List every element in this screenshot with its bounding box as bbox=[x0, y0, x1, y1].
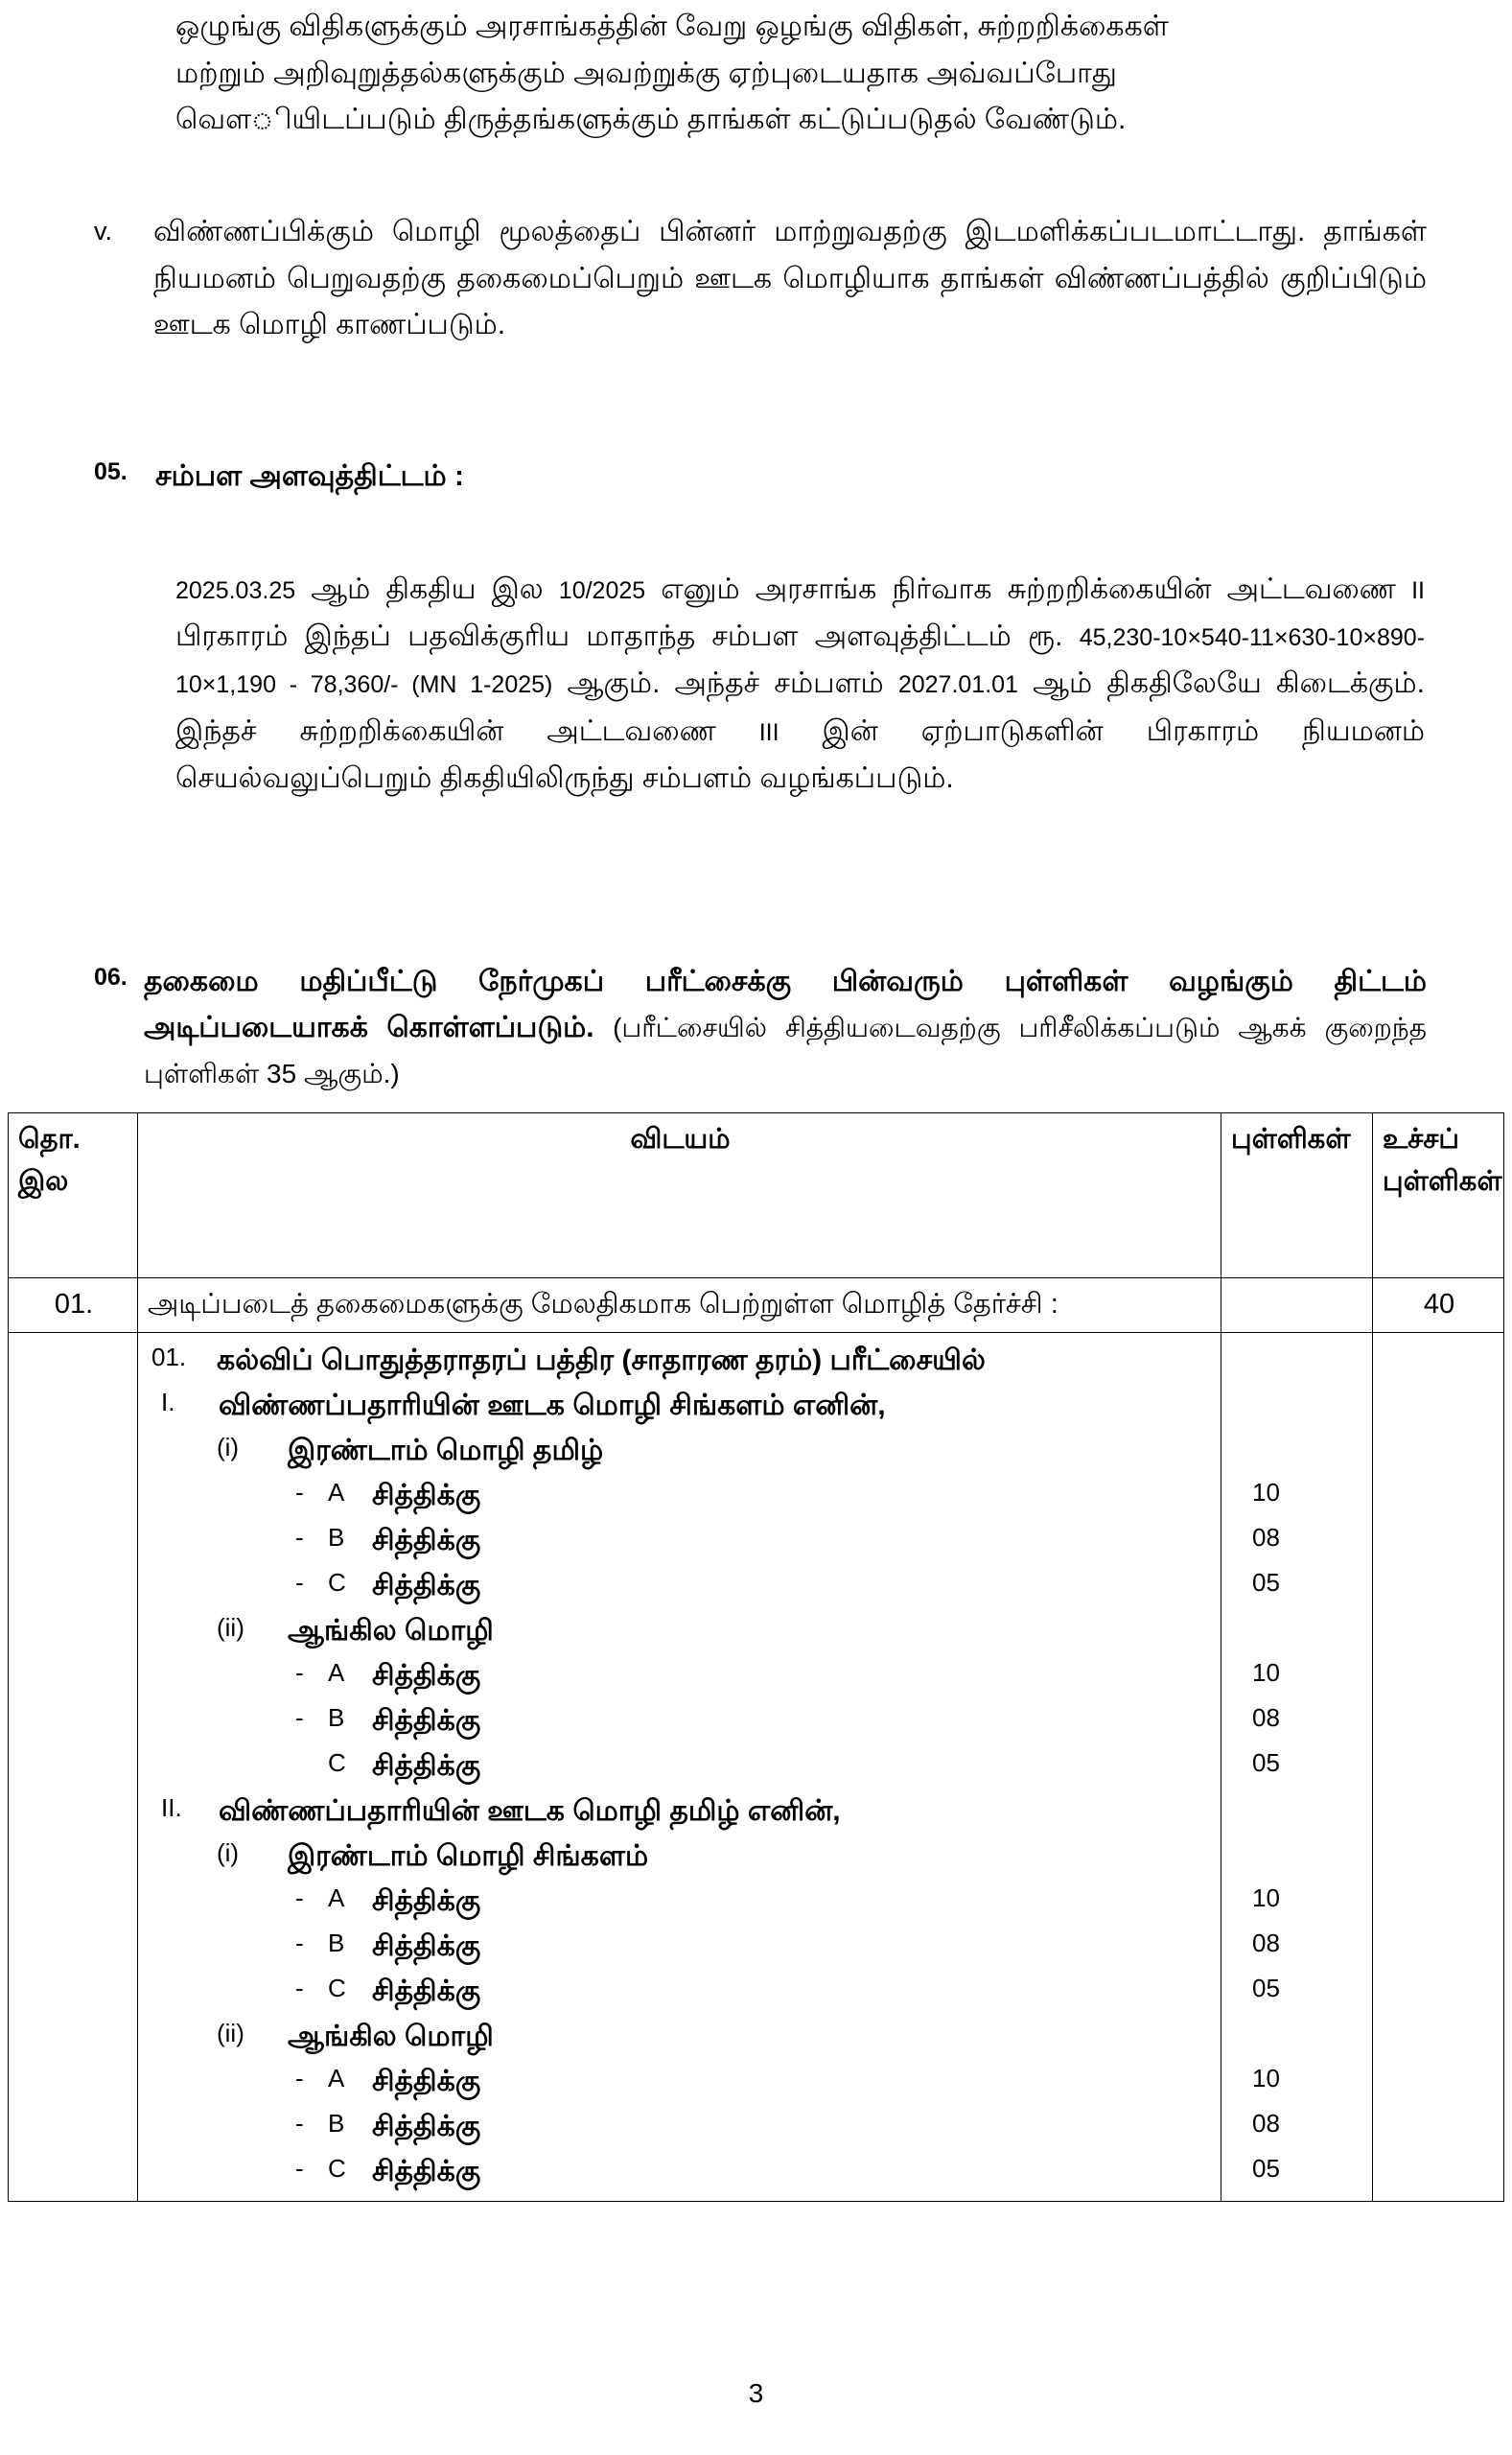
grade-label: A bbox=[328, 1657, 345, 1687]
outline-line bbox=[148, 1699, 1213, 1744]
outline-text: விண்ணப்பதாரியின் ஊடக மொழி சிங்களம் எனின், bbox=[219, 1389, 886, 1421]
outline-line bbox=[148, 1429, 1213, 1474]
outline-dash: - bbox=[295, 2063, 304, 2093]
minimum-pass-mark: 35 bbox=[267, 1059, 297, 1088]
header-marks: புள்ளிகள் bbox=[1221, 1113, 1373, 1278]
outline-line bbox=[148, 1789, 1213, 1835]
grade-label: A bbox=[328, 1477, 345, 1507]
outline-mark-value: 08 bbox=[1252, 1522, 1280, 1552]
outline-mark-value: 05 bbox=[1252, 1973, 1280, 2002]
outline-mark-value: 05 bbox=[1252, 1567, 1280, 1597]
outline-label: (ii) bbox=[217, 2018, 244, 2047]
grade-text: சித்திக்கு bbox=[372, 1659, 481, 1692]
outline-mark-empty bbox=[1231, 1835, 1364, 1880]
grade-label: B bbox=[328, 1522, 345, 1552]
grade-label: B bbox=[328, 1928, 345, 1957]
schedule-two-label: II bbox=[1411, 577, 1425, 604]
outline-text: விண்ணப்பதாரியின் ஊடக மொழி தமிழ் எனின், bbox=[219, 1794, 841, 1827]
outline-mark-value: 05 bbox=[1252, 1747, 1280, 1777]
outline-text: இரண்டாம் மொழி தமிழ் bbox=[288, 1434, 604, 1466]
outline-mark-value: 10 bbox=[1252, 2063, 1280, 2093]
header-max-marks: உச்சப் புள்ளிகள் bbox=[1373, 1113, 1504, 1278]
outline-content-cell bbox=[138, 1332, 1221, 2201]
salary-text-5: ஆம் திகதிலேயே கிடைக்கும். இந்தச் சுற்றறிக்கையின் அட்டவணை bbox=[175, 667, 1425, 747]
grade-label: C bbox=[328, 1567, 346, 1597]
grade-text: சித்திக்கு bbox=[372, 1929, 481, 1962]
outline-mark-empty bbox=[1231, 1429, 1364, 1474]
outline-line bbox=[148, 1519, 1213, 1564]
outline-line bbox=[148, 1564, 1213, 1609]
clause-v-text: விண்ணப்பிக்கும் மொழி மூலத்தைப் பின்னர் மாற்றுவதற்கு இடமளிக்கப்படமாட்டாது. தாங்கள் நியமனம் பெறுவதற்கு தகைமைப்பெறும் ஊடக மொழியாக தாங்கள் விண்ணப்பத்தில் குறிப்பிடும் ஊடக மொழி காணப்படும். bbox=[153, 216, 1427, 341]
table-header-row bbox=[9, 1113, 1504, 1278]
outline-max-cell bbox=[1373, 1332, 1504, 2201]
outline-line bbox=[148, 2015, 1213, 2060]
row-max-marks: 40 bbox=[1373, 1278, 1504, 1333]
outline-dash: - bbox=[295, 1477, 304, 1507]
outline-mark-empty bbox=[1231, 1339, 1364, 1384]
outline-dash: - bbox=[295, 2153, 304, 2183]
outline-line bbox=[148, 1609, 1213, 1654]
outline-label: 01. bbox=[151, 1342, 187, 1371]
grade-text: சித்திக்கு bbox=[372, 1749, 481, 1782]
circular-date: 2025.03.25 bbox=[175, 577, 296, 604]
schedule-three-label: III bbox=[758, 718, 779, 746]
section-06-note-close: ஆகும்.) bbox=[296, 1059, 400, 1088]
grade-text: சித்திக்கு bbox=[372, 1884, 481, 1917]
circular-number: 10/2025 bbox=[558, 577, 646, 604]
salary-scale-value: 45,230-10×540-11×630-10×890- 10×1,190 - 78,360/- (MN 1-2025) bbox=[175, 624, 1426, 699]
outline-line bbox=[148, 1654, 1213, 1699]
salary-text-2: எனும் அரசாங்க நிர்வாக சுற்றறிக்கையின் அட்டவணை bbox=[645, 573, 1412, 605]
outline-line bbox=[148, 1339, 1213, 1384]
salary-paragraph bbox=[175, 566, 1425, 802]
grade-label: C bbox=[328, 2153, 346, 2183]
section-05-heading: சம்பள அளவுத்திட்டம் : bbox=[155, 460, 464, 492]
outline-label: (i) bbox=[217, 1837, 240, 1867]
section-05-heading-row bbox=[94, 455, 464, 498]
row-serial-no: 01. bbox=[9, 1278, 138, 1333]
outline-mark-value: 10 bbox=[1252, 1477, 1280, 1507]
section-06-heading: தகைமை மதிப்பீட்டு நேர்முகப் பரீட்சைக்கு பின்வரும் புள்ளிகள் வழங்கும் திட்டம் அடிப்படையாகக் கொள்ளப்படும். bbox=[144, 966, 1427, 1043]
outline-line bbox=[148, 1474, 1213, 1519]
grade-text: சித்திக்கு bbox=[372, 2110, 481, 2142]
header-item: விடயம் bbox=[138, 1113, 1221, 1278]
salary-text-3: பிரகாரம் இந்தப் பதவிக்குரிய மாதாந்த சம்பள அளவுத்திட்டம் ரூ. bbox=[175, 620, 1080, 653]
outline-line bbox=[148, 1744, 1213, 1789]
outline-mark-value: 05 bbox=[1252, 2153, 1280, 2183]
intro-line-2: மற்றும் அறிவுறுத்தல்களுக்கும் அவற்றுக்கு ஏற்புடையதாக அவ்வப்போது bbox=[175, 57, 1117, 89]
outline-dash: - bbox=[295, 2108, 304, 2138]
outline-line bbox=[148, 1880, 1213, 1925]
table-outline-row bbox=[9, 1332, 1504, 2201]
grade-label: A bbox=[328, 1882, 345, 1912]
outline-label: (i) bbox=[217, 1432, 240, 1461]
grade-label: C bbox=[328, 1973, 346, 2002]
outline-dash: - bbox=[295, 1973, 304, 2002]
section-06-note-open: (பரீட்சையில் சித்தியடைவதற்கு பரிசீலிக்கப்படும் ஆகக் குறைந்த புள்ளிகள் bbox=[144, 1013, 1427, 1088]
intro-line-1: ஒழுங்கு விதிகளுக்கும் அரசாங்கத்தின் வேறு ஒழங்கு விதிகள், சுற்றறிக்கைகள் bbox=[175, 11, 1169, 42]
outline-mark-empty bbox=[1231, 2015, 1364, 2060]
clause-v bbox=[94, 209, 1427, 349]
grade-text: சித்திக்கு bbox=[372, 1975, 481, 2007]
outline-line bbox=[148, 2060, 1213, 2105]
grade-label: B bbox=[328, 2108, 345, 2138]
outline-dash: - bbox=[295, 1657, 304, 1687]
outline-dash: - bbox=[295, 1928, 304, 1957]
outline-marks-cell bbox=[1221, 1332, 1373, 2201]
outline-mark-value: 08 bbox=[1252, 1928, 1280, 1957]
outline-text: ஆங்கில மொழி bbox=[288, 1614, 494, 1647]
outline-line bbox=[148, 2150, 1213, 2195]
row-marks bbox=[1221, 1278, 1373, 1333]
outline-dash: - bbox=[295, 1702, 304, 1732]
grade-label: A bbox=[328, 2063, 345, 2093]
grade-label: C bbox=[328, 1747, 346, 1777]
intro-line-3: வெள◌ியிடப்படும் திருத்தங்களுக்கும் தாங்கள் கட்டுப்படுதல் வேண்டும். bbox=[175, 104, 1127, 136]
outline-dash: - bbox=[295, 1882, 304, 1912]
intro-paragraph bbox=[175, 4, 1425, 144]
outline-label: I. bbox=[161, 1387, 175, 1416]
salary-text-1: ஆம் திகதிய இல bbox=[295, 573, 559, 605]
outline-line bbox=[148, 1925, 1213, 1970]
outline-text: இரண்டாம் மொழி சிங்களம் bbox=[288, 1839, 649, 1872]
outline-text: கல்விப் பொதுத்தராதரப் பத்திர (சாதாரண தரம்) பரீட்சையில் bbox=[217, 1344, 986, 1376]
outline-dash: - bbox=[295, 1522, 304, 1552]
grade-text: சித்திக்கு bbox=[372, 2065, 481, 2097]
outline-mark-value: 10 bbox=[1252, 1882, 1280, 1912]
grade-text: சித்திக்கு bbox=[372, 1479, 481, 1511]
table-row bbox=[9, 1278, 1504, 1333]
outline-mark-empty bbox=[1231, 1609, 1364, 1654]
section-05-number: 05. bbox=[94, 458, 128, 485]
outline-label: (ii) bbox=[217, 1612, 244, 1642]
outline-mark-value: 08 bbox=[1252, 2108, 1280, 2138]
salary-text-6: இன் ஏற்பாடுகளின் பிரகாரம் நியமனம் செயல்வலுப்பெறும் திகதியிலிருந்து சம்பளம் வழங்கப்படும். bbox=[175, 714, 1425, 794]
section-06 bbox=[94, 959, 1427, 1097]
grade-text: சித்திக்கு bbox=[372, 2155, 481, 2187]
outline-mark-value: 08 bbox=[1252, 1702, 1280, 1732]
salary-effective-date: 2027.01.01 bbox=[897, 671, 1018, 699]
header-serial-no: தொ. இல bbox=[9, 1113, 138, 1278]
outline-line bbox=[148, 1384, 1213, 1429]
grade-text: சித்திக்கு bbox=[372, 1524, 481, 1556]
outline-serial-cell bbox=[9, 1332, 138, 2201]
outline-line bbox=[148, 2105, 1213, 2150]
row-title: அடிப்படைத் தகைமைகளுக்கு மேலதிகமாக பெற்றுள்ள மொழித் தேர்ச்சி : bbox=[138, 1278, 1221, 1333]
outline-text: ஆங்கில மொழி bbox=[288, 2020, 494, 2052]
outline-mark-empty bbox=[1231, 1789, 1364, 1835]
outline-line bbox=[148, 1970, 1213, 2015]
outline-line bbox=[148, 1835, 1213, 1880]
outline-mark-value: 10 bbox=[1252, 1657, 1280, 1687]
section-06-number: 06. bbox=[94, 964, 128, 991]
grade-text: சித்திக்கு bbox=[372, 1569, 481, 1602]
grade-text: சித்திக்கு bbox=[372, 1704, 481, 1737]
outline-label: II. bbox=[161, 1792, 182, 1822]
marks-scheme-table bbox=[8, 1112, 1504, 2202]
clause-v-marker: v. bbox=[94, 217, 112, 246]
page-number: 3 bbox=[748, 2378, 764, 2408]
outline-dash: - bbox=[295, 1567, 304, 1597]
grade-label: B bbox=[328, 1702, 345, 1732]
salary-text-4: ஆகும். அந்தச் சம்பளம் bbox=[552, 667, 898, 700]
outline-mark-empty bbox=[1231, 1384, 1364, 1429]
